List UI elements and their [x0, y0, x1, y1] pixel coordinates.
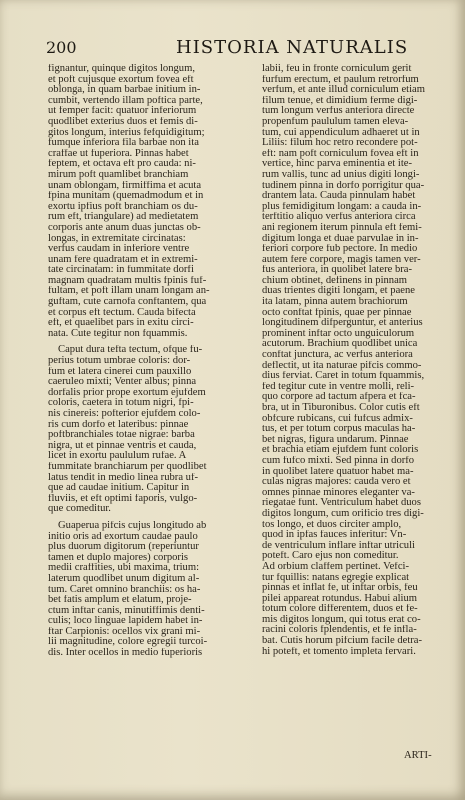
- text-line: poftbranchiales totae nigrae: barba: [48, 430, 195, 441]
- text-line: tum longum verfus anteriora directe: [262, 106, 415, 117]
- text-line: coloris, caetera in totum nigri, fpi-: [48, 398, 194, 409]
- text-line: racini coloris fplendentis, et fe infla-: [262, 625, 417, 636]
- text-line: initio oris ad exortum caudae paulo: [48, 531, 198, 542]
- text-line: autem fere corpore, magis tamen ver-: [262, 254, 421, 265]
- text-line: acutorum. Brachium quodlibet unica: [262, 339, 418, 350]
- text-line: digitos longum, cum orificio tres digi-: [262, 508, 424, 519]
- text-line: terftitio aliquo verfus anteriora circa: [262, 212, 416, 223]
- text-line: Guaperua pifcis cujus longitudo ab: [58, 520, 207, 531]
- text-line: rum vallis, tunc ad unius digiti longi-: [262, 169, 420, 180]
- text-line: ut femper facit: quatuor inferiorum: [48, 106, 197, 117]
- text-line: deflectit, ut ita naturae pifcis commo-: [262, 360, 422, 371]
- text-line: furfum erectum, et paulum retrorfum: [262, 74, 419, 85]
- text-line: tum. Caret omnino branchiis: os ha-: [48, 584, 201, 595]
- text-line: gitos longum, interius fefquidigitum;: [48, 127, 205, 138]
- text-line: nigra, ut et pinnae ventris et cauda,: [48, 440, 197, 451]
- text-line: longitudinem difperguntur, et anterius: [262, 318, 423, 329]
- text-line: prominent inftar octo unguiculorum: [262, 328, 415, 339]
- text-line: plus femidigitum longam: a cauda in-: [262, 201, 422, 212]
- text-line: feriori corpore fub pectore. In medio: [262, 244, 418, 255]
- text-line: totum colore differentem, duos et fe-: [262, 604, 418, 615]
- text-line: tamen et duplo majores) corporis: [48, 552, 189, 563]
- text-line: fummitate branchiarum per quodlibet: [48, 461, 207, 472]
- text-line: Caput dura tefta tectum, ofque fu-: [58, 345, 203, 356]
- text-line: tate circinatam: in fummitate dorfi: [48, 265, 194, 276]
- text-line: feptem, et octava eft pro cauda: ni-: [48, 159, 196, 170]
- text-line: chium obtinet, definens in pinnam: [262, 275, 408, 286]
- text-line: obfcure rubicans, cui fufcus admix-: [262, 413, 413, 424]
- text-line: licet in exortu paululum rufae. A: [48, 451, 187, 462]
- text-line: culas nigras majores: cauda vero et: [262, 477, 411, 488]
- text-line: craffae ut fuperiora. Pinnas habet: [48, 148, 189, 159]
- left-text-column: [48, 64, 243, 659]
- text-line: fignantur, quinque digitos longum,: [48, 64, 195, 74]
- text-line: drantem lata. Cauda pinnulam habet: [262, 191, 416, 202]
- catchword: ARTI-: [404, 750, 432, 761]
- text-line: nis cinereis: pofterior ejufdem colo-: [48, 409, 201, 419]
- right-text-column: [262, 64, 442, 657]
- text-line: guftam, cute carnofa conftantem, qua: [48, 297, 207, 308]
- text-line: hi poteft, et tomento impleta fervari.: [262, 646, 416, 657]
- text-line: unam oblongam, firmiffima et acuta: [48, 180, 202, 191]
- text-line: ctum inftar canis, minutiffimis denti-: [48, 605, 205, 616]
- text-line: quo corpore ad tactum afpera et fca-: [262, 392, 416, 403]
- text-line: exortu ipfius poft branchiam os du-: [48, 201, 198, 212]
- text-line: caeruleo mixti; Venter albus; pinna: [48, 377, 197, 388]
- text-line: ani regionem iterum pinnula eft femi-: [262, 222, 422, 233]
- text-line: duas trientes digiti longam, et paene: [262, 286, 415, 297]
- text-line: fus anteriora, in quolibet latere bra-: [262, 265, 413, 276]
- text-line: que comeditur.: [48, 504, 111, 515]
- text-line: tudinem pinna in dorfo porrigitur qua-: [262, 180, 425, 191]
- text-line: dorfalis prior prope exortum ejufdem: [48, 387, 206, 398]
- text-line: cumbit, vertendo illam poftica parte,: [48, 95, 203, 106]
- text-line: latus tendit in medio linea rubra uf-: [48, 472, 199, 483]
- text-line: Liliis: filum hoc retro recondere pot-: [262, 138, 418, 149]
- text-line: dis. Inter ocellos in medio fuperioris: [48, 648, 203, 659]
- text-line: octo conftat fpinis, quae per pinnae: [262, 307, 412, 318]
- text-line: propenfum paululum tamen eleva-: [262, 116, 409, 127]
- text-line: quod in ipfas fauces inferitur: Vn-: [262, 530, 407, 541]
- text-line: laterum quodlibet unum digitum al-: [48, 573, 200, 584]
- text-line: filum tenue, et dimidium ferme digi-: [262, 95, 418, 106]
- text-line: corporis ante anum duas junctas ob-: [48, 222, 201, 233]
- text-line: digitum longa et duae parvulae in in-: [262, 233, 419, 244]
- text-line: ftar Carpionis: ocellos vix grani mi-: [48, 626, 201, 637]
- text-line: mis digitos longum, qui totus erat co-: [262, 614, 421, 625]
- text-line: mirum poft quamlibet branchiam: [48, 169, 189, 180]
- text-line: fed tegitur cute in ventre molli, reli-: [262, 381, 415, 392]
- text-line: bet nigras, figura undarum. Pinnae: [262, 434, 409, 445]
- text-line: ris cum dorfo et lateribus: pinnae: [48, 419, 189, 430]
- running-head: HISTORIA NATURALIS: [176, 37, 409, 58]
- text-line: fultam, et poft illam unam longam an-: [48, 286, 210, 297]
- text-line: eft, et quaelibet pars in exitu circi-: [48, 318, 194, 329]
- text-line: verfus caudam in inferiore ventre: [48, 244, 190, 255]
- text-line: tos longo, et duos circiter amplo,: [262, 519, 402, 530]
- text-line: in quolibet latere quatuor habet ma-: [262, 466, 414, 477]
- text-line: ita latam, pinna autem brachiorum: [262, 297, 408, 308]
- text-line: tur fquillis: natans egregie explicat: [262, 572, 410, 583]
- text-line: fum et latera cinerei cum pauxillo: [48, 366, 192, 377]
- text-line: culis; loco linguae lapidem habet in-: [48, 616, 203, 627]
- text-line: fpina munitam (quemadmodum et in: [48, 191, 204, 202]
- text-line: eft: nam poft corniculum fovea eft in: [262, 148, 419, 159]
- page-number: 200: [46, 38, 77, 57]
- text-line: et corpus eft tectum. Cauda bifecta: [48, 307, 196, 318]
- text-line: cum fufco mixti. Sed pinna in dorfo: [262, 455, 415, 466]
- text-line: omnes pinnae minores eleganter va-: [262, 487, 415, 498]
- text-line: Ad orbium claffem pertinet. Vefci-: [262, 561, 409, 572]
- text-line: riegatae funt. Ventriculum habet duos: [262, 498, 421, 509]
- text-line: conftat junctura, ac verfus anteriora: [262, 350, 413, 361]
- text-line: unam fere quadratam et in extremi-: [48, 254, 198, 265]
- text-line: poteft. Caro ejus non comeditur.: [262, 551, 399, 562]
- text-line: labii, feu in fronte corniculum gerit: [262, 64, 412, 74]
- text-line: bra, ut in Tiburonibus. Color cutis eft: [262, 403, 420, 413]
- text-line: fluviis, et eft optimi faporis, vulgo-: [48, 493, 198, 504]
- text-line: pinnas et inflat fe, ut inftar orbis, feu: [262, 583, 418, 594]
- text-line: quodlibet exterius duos et femis di-: [48, 116, 198, 127]
- text-line: tum, cui appendiculum adhaeret ut in: [262, 127, 420, 138]
- text-line: vertice, hinc parva eminentia et ite-: [262, 159, 413, 170]
- text-line: pilei appareat rotundus. Habui alium: [262, 593, 418, 604]
- text-line: que ad caudae initium. Capitur in: [48, 483, 190, 494]
- text-line: bet fatis amplum et elatum, proje-: [48, 595, 192, 606]
- text-line: verfum, et ante illud corniculum etiam: [262, 85, 425, 96]
- text-line: et poft cujusque exortum fovea eft: [48, 74, 194, 85]
- text-line: de ventriculum inflare inftar utriculi: [262, 540, 415, 551]
- text-line: nata. Cute tegitur non fquammis.: [48, 328, 188, 339]
- text-line: fumque inferiora fila barbae non ita: [48, 138, 199, 149]
- text-line: et brachia etiam ejufdem funt coloris: [262, 445, 419, 456]
- text-line: oblonga, in quam barbae initium in-: [48, 85, 201, 96]
- text-line: dius ferviat. Caret in totum fquammis,: [262, 371, 425, 382]
- text-line: longas, in extremitate circinatas:: [48, 233, 186, 244]
- text-line: perius totum umbrae coloris: dor-: [48, 356, 191, 367]
- text-line: magnam quadratam multis fpinis fuf-: [48, 275, 207, 286]
- text-line: rum eft, triangulare) ad medietatem: [48, 212, 199, 223]
- text-line: medii craffities, ubi maxima, trium:: [48, 563, 200, 574]
- text-line: bat. Cutis horum pifcium facile detra-: [262, 636, 423, 647]
- text-line: lii magnitudine, colore egregii turcoi-: [48, 637, 208, 648]
- text-line: plus duorum digitorum (reperiuntur: [48, 542, 199, 553]
- text-line: tus, et per totum corpus maculas ha-: [262, 424, 416, 435]
